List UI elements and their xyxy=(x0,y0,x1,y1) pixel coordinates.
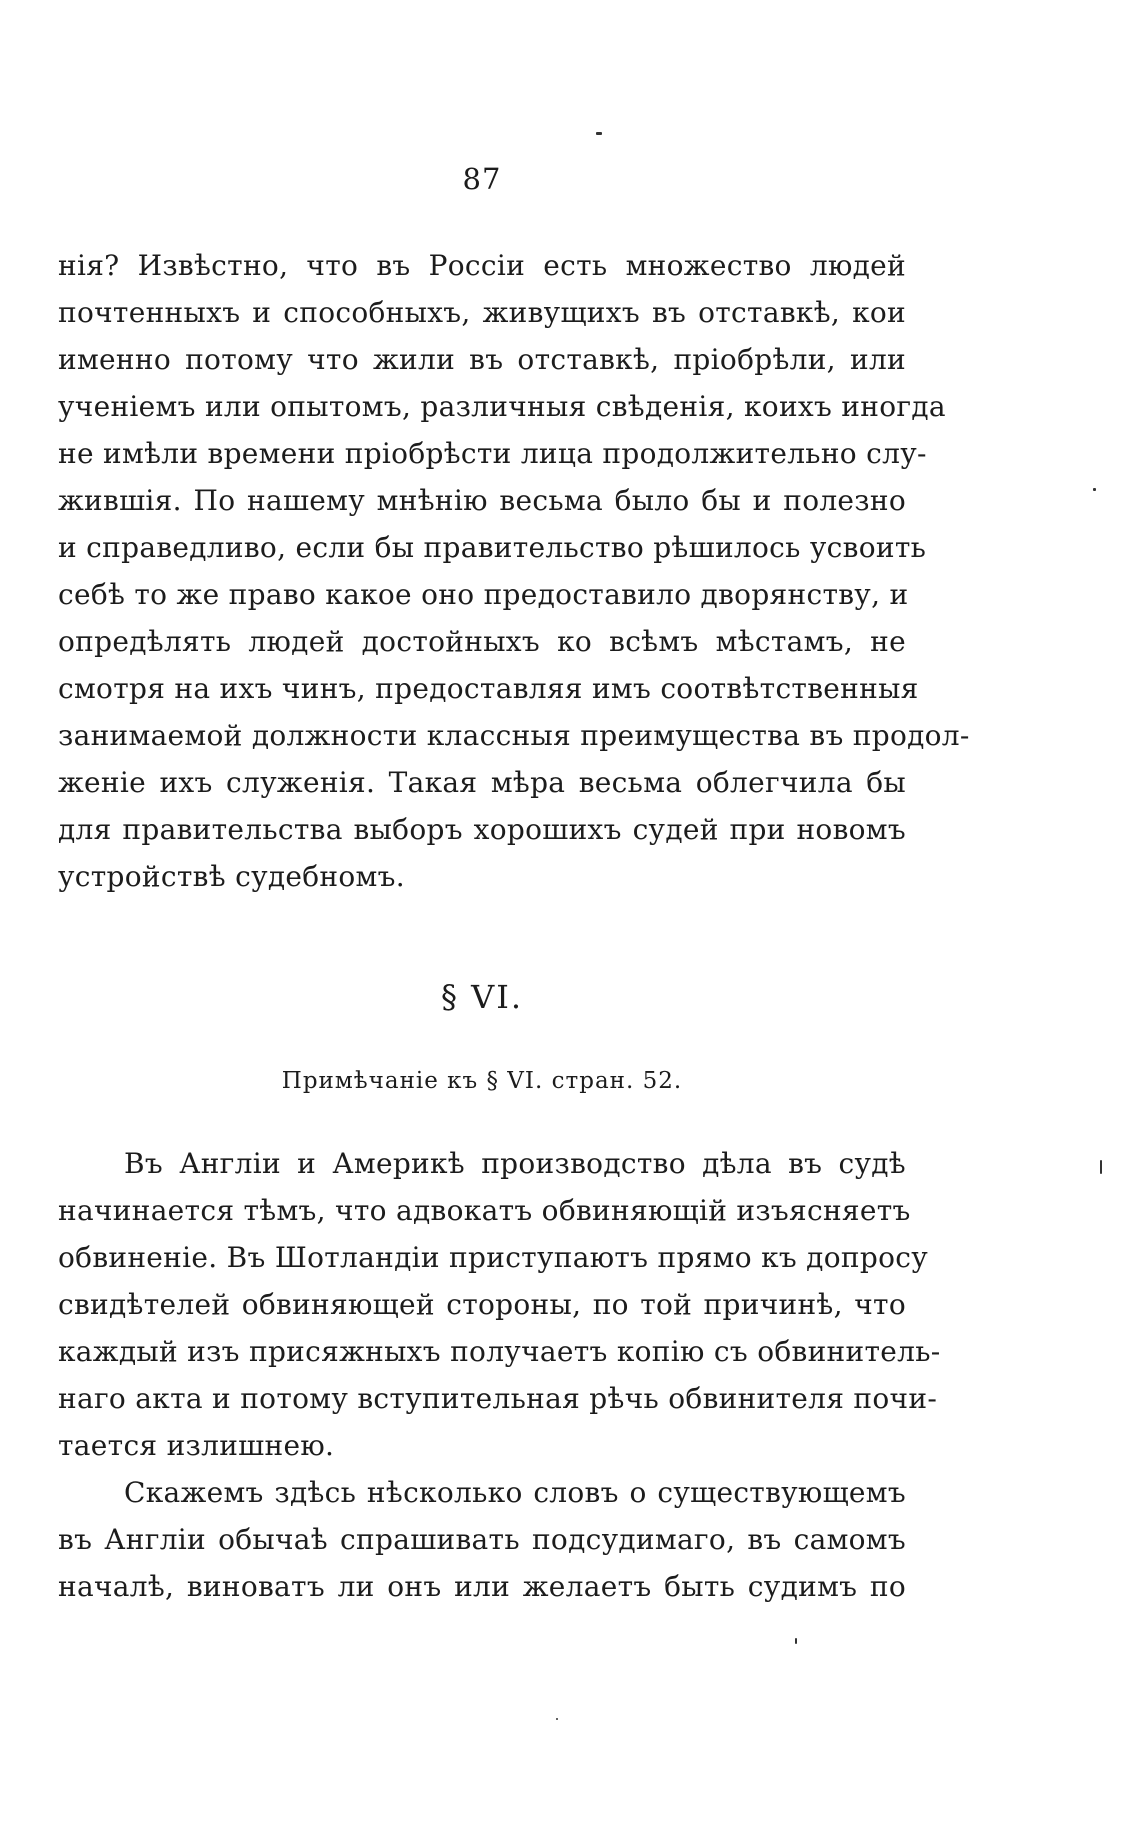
text-line: себѣ то же право какое оно предоставило дворянству, и xyxy=(58,578,909,611)
text-line: наго акта и потому вступительная рѣчь обвинителя почи- xyxy=(58,1382,938,1415)
text-line: обвиненіе. Въ Шотландіи приступаютъ прямо къ допросу xyxy=(58,1241,928,1274)
paragraph-1 xyxy=(58,1140,941,1469)
section-heading: § VI. xyxy=(440,978,524,1016)
text-line: для правительства выборъ хорошихъ судей при новомъ xyxy=(58,813,906,846)
text-line: и справедливо, если бы правительство рѣшилось усвоить xyxy=(58,531,927,564)
section-note: Примѣчаніе къ § VI. стран. 52. xyxy=(281,1068,683,1094)
text-line: каждый изъ присяжныхъ получаетъ копію съ обвинитель- xyxy=(58,1335,941,1368)
text-line: въ Англіи обычаѣ спрашивать подсудимаго, въ самомъ xyxy=(58,1523,906,1556)
scan-speck xyxy=(795,1638,797,1644)
scan-speck xyxy=(556,1718,558,1720)
text-line: началѣ, виноватъ ли онъ или желаетъ быть судимъ по xyxy=(58,1570,906,1603)
text-line: начинается тѣмъ, что адвокатъ обвиняющій изъясняетъ xyxy=(58,1194,911,1227)
text-line: занимаемой должности классныя преимущества въ продол- xyxy=(58,719,970,752)
text-line: почтенныхъ и способныхъ, живущихъ въ отставкѣ, кои xyxy=(58,296,906,329)
text-line: устройствѣ судебномъ. xyxy=(58,860,405,893)
page-number: 87 xyxy=(462,162,502,196)
text-line: смотря на ихъ чинъ, предоставляя имъ соотвѣтственныя xyxy=(58,672,919,705)
text-line: нія? Извѣстно, что въ Россіи есть множество людей xyxy=(58,249,906,282)
text-line: именно потому что жили въ отставкѣ, пріобрѣли, или xyxy=(58,343,906,376)
scan-speck xyxy=(1093,488,1096,491)
text-line: жившія. По нашему мнѣнію весьма было бы и полезно xyxy=(58,484,906,517)
top-paragraph xyxy=(58,242,970,900)
paragraph-2 xyxy=(58,1469,906,1610)
text-line: опредѣлять людей достойныхъ ко всѣмъ мѣстамъ, не xyxy=(58,625,906,658)
text-line: свидѣтелей обвиняющей стороны, по той причинѣ, что xyxy=(58,1288,906,1321)
scan-speck xyxy=(1100,1160,1102,1174)
text-line: ученіемъ или опытомъ, различныя свѣденія, коихъ иногда xyxy=(58,390,946,423)
scan-speck xyxy=(596,132,602,135)
text-line: женіе ихъ служенія. Такая мѣра весьма облегчила бы xyxy=(58,766,906,799)
text-line: Скажемъ здѣсь нѣсколько словъ о существующемъ xyxy=(124,1476,906,1509)
text-line: тается излишнею. xyxy=(58,1429,335,1462)
text-line: не имѣли времени пріобрѣсти лица продолжительно слу- xyxy=(58,437,927,470)
text-line: Въ Англіи и Америкѣ производство дѣла въ судѣ xyxy=(124,1147,906,1180)
